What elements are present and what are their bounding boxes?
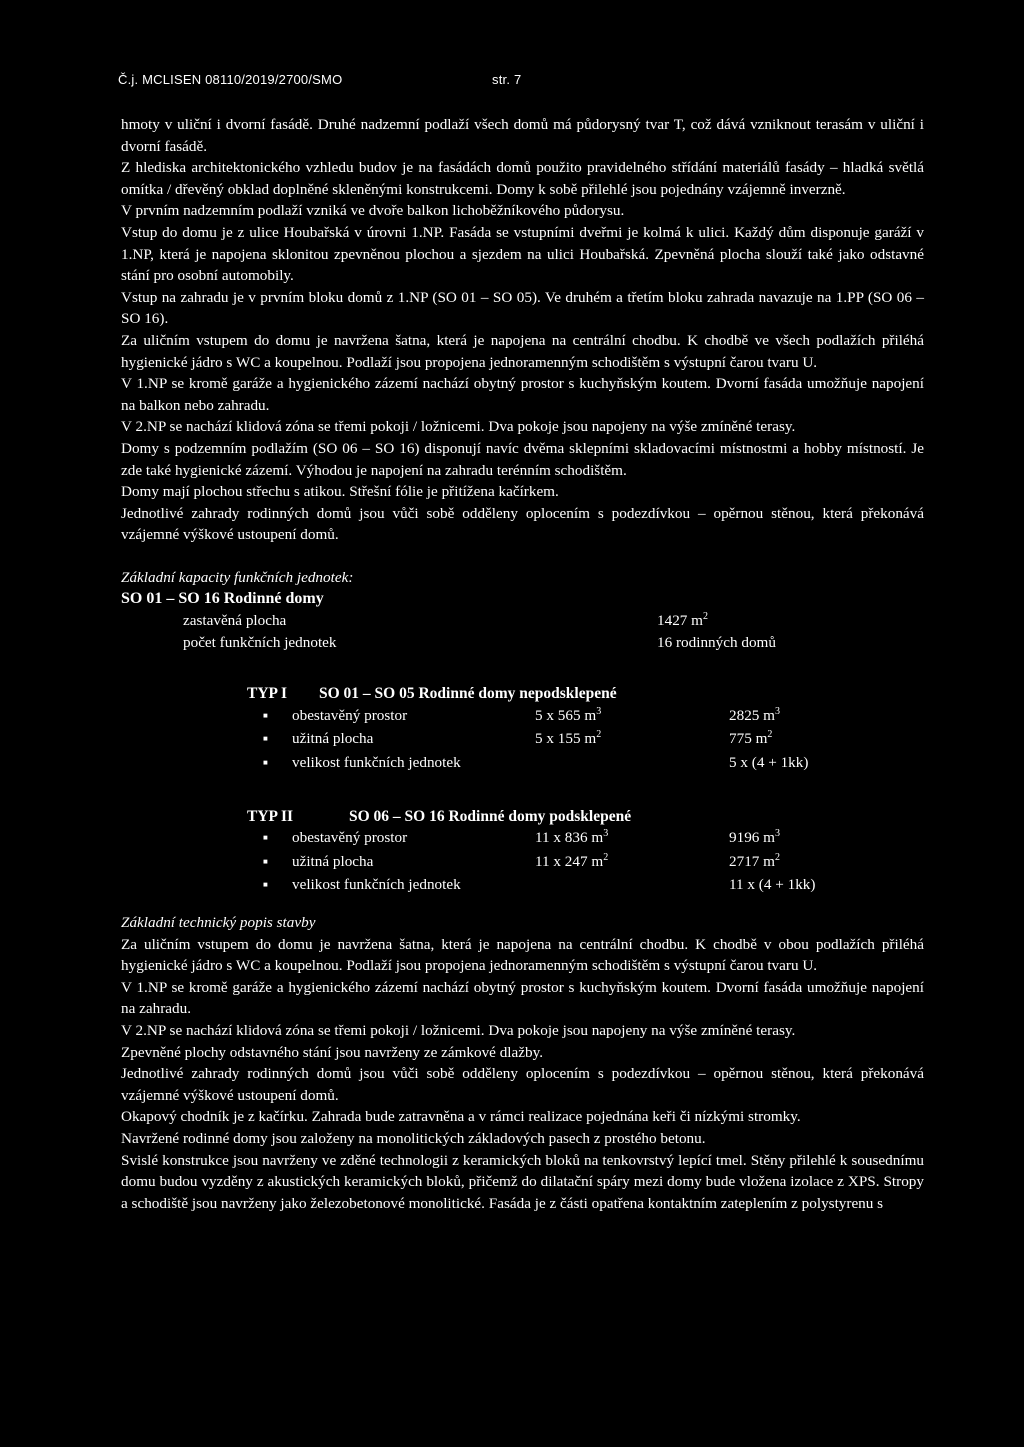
list-item: ■ obestavěný prostor 11 x 836 $m^3$ 9196 $m^3$: [263, 827, 924, 851]
paragraph: Za uličním vstupem do domu je navržena šatna, která je napojena na centrální chodbu. K chodbě v obou podlažích přiléhá hygienické jádro s WC a koupelnou. Podlaží jsou propojena jednoramenným schodištěm s výstupní čarou tvaru U.: [121, 935, 924, 975]
type-heading: TYP II SO 06 – SO 16 Rodinné domy podsklepené: [247, 807, 632, 825]
paragraph: Okapový chodník je z kačírku. Zahrada bude zatravněna a v rámci realizace pojednána keři či nízkými stromky.: [121, 1108, 801, 1126]
kv-row: [183, 610, 924, 632]
bullet-icon: [263, 705, 292, 729]
bullet-icon: [263, 827, 292, 851]
paragraph: Vstup do domu je z ulice Houbařská v úrovni 1.NP. Fasáda se vstupními dveřmi je kolmá k ulici. Každý dům disponuje garáží v 1.NP, která je napojena sklonitou zpevněnou plochou a sjezdem na ulici Houbařská. Zpevněná plocha slouží také jako odstavné stání pro osobní automobily.: [121, 223, 924, 285]
paragraph: Domy s podzemním podlažím (SO 06 – SO 16) disponují navíc dvěma sklepními skladovacími místnostmi a hobby místností. Je zde také hygienické zázemí. Výhodou je napojení na zahradu terénním schodištěm.: [121, 439, 924, 479]
list-item: ■ velikost funkčních jednotek 11 x (4 + 1kk): [263, 874, 924, 898]
bullet-icon: [263, 874, 292, 898]
paragraph: Svislé konstrukce jsou navrženy ve zděné technologii z keramických bloků na tenkovrstvý lepící tmel. Stěny přilehlé k sousednímu domu budou vyzděny z akustických keramických bloků, přičemž do dilatační spáry mezi domy bude vložena izolace z XPS. Stropy a schodiště jsou navrženy jako železobetonové monolitické. Fasáda je z části opatřena kontaktním zateplením z polystyrenu s: [121, 1151, 924, 1212]
paragraph: Za uličním vstupem do domu je navržena šatna, která je napojena na centrální chodbu. K chodbě ve všech podlažích přiléhá hygienické jádro s WC a koupelnou. Podlaží jsou propojena jednoramenným schodištěm s výstupní čarou tvaru U.: [121, 331, 924, 371]
paragraph: Domy mají plochou střechu s atikou. Střešní fólie je přitížena kačírkem.: [121, 483, 559, 501]
kv-label: počet funkčních jednotek: [183, 633, 337, 651]
list-item: ■ užitná plocha 5 x 155 $m^2$ 775 $m^2$: [263, 728, 924, 752]
list-item: ■ užitná plocha 11 x 247 $m^2$ 2717 $m^2$: [263, 851, 924, 875]
paragraph: Vstup na zahradu je v prvním bloku domů z 1.NP (SO 01 – SO 05). Ve druhém a třetím bloku zahrada navazuje na 1.PP (SO 06 – SO 16).: [121, 288, 924, 328]
paragraph: V 2.NP se nachází klidová zóna se třemi pokoji / ložnicemi. Dva pokoje jsou napojeny na výše zmíněné terasy.: [121, 1021, 796, 1039]
paragraph: Z hlediska architektonického vzhledu budov je na fasádách domů použito pravidelného střídání materiálů fasády – hladká světlá omítka / dřevěný obklad doplněné skleněnými konstrukcemi. Domy k sobě přilehlé jsou pojednány vzájemně inverzně.: [121, 159, 924, 198]
paragraph: hmoty v uliční i dvorní fasádě. Druhé nadzemní podlaží všech domů má půdorysný tvar T, což dává vzniknout terasám v uliční i dvorní fasádě.: [121, 116, 924, 155]
kv-value: 16 rodinných domů: [657, 633, 776, 651]
paragraph: V 1.NP se kromě garáže a hygienického zázemí nachází obytný prostor s kuchyňským koutem. Dvorní fasáda umožňuje napojení na zahradu.: [121, 978, 924, 1018]
list-item: ■ velikost funkčních jednotek 5 x (4 + 1kk): [263, 752, 924, 776]
kv-row: [183, 632, 924, 654]
paragraph: Navržené rodinné domy jsou založeny na monolitických základových pasech z prostého betonu.: [121, 1129, 706, 1147]
paragraph: V 2.NP se nachází klidová zóna se třemi pokoji / ložnicemi. Dva pokoje jsou napojeny na výše zmíněné terasy.: [121, 418, 796, 436]
paragraph: V prvním nadzemním podlaží vzniká ve dvoře balkon lichoběžníkového půdorysu.: [121, 202, 625, 220]
bullet-icon: [263, 851, 292, 875]
section-heading-technical: Základní technický popis stavby: [121, 914, 316, 931]
type-heading: TYP I SO 01 – SO 05 Rodinné domy nepodsklepené: [247, 685, 617, 703]
document-body: [121, 114, 924, 1214]
paragraph: Jednotlivé zahrady rodinných domů jsou vůči sobě odděleny oplocením s podezdívkou – opěrnou stěnou, která překonává vzájemné výškové ustoupení domů.: [121, 1065, 924, 1104]
section-heading-capacities: Základní kapacity funkčních jednotek:: [121, 568, 354, 586]
so-heading: SO 01 – SO 16 Rodinné domy: [121, 590, 324, 608]
page-header: [118, 72, 522, 87]
bullet-icon: [263, 728, 292, 752]
list-item: ■ obestavěný prostor 5 x 565 $m^3$ 2825 $m^3$: [263, 705, 924, 729]
kv-value: 1427 $m^2$: [657, 611, 708, 630]
paragraph: Jednotlivé zahrady rodinných domů jsou vůči sobě odděleny oplocením s podezdívkou – opěrnou stěnou, která překonává vzájemné výškové ustoupení domů.: [121, 504, 924, 544]
kv-label: zastavěná plocha: [183, 612, 287, 630]
bullet-icon: [263, 752, 292, 776]
paragraph: Zpevněné plochy odstavného stání jsou navrženy ze zámkové dlažby.: [121, 1043, 544, 1061]
paragraph: V 1.NP se kromě garáže a hygienického zázemí nachází obytný prostor s kuchyňským koutem. Dvorní fasáda umožňuje napojení na balkon nebo zahradu.: [121, 375, 924, 414]
reference-number: Č.j. MCLISEN 08110/2019/2700/SMO: [118, 72, 343, 87]
page-number: str. 7: [492, 72, 522, 87]
